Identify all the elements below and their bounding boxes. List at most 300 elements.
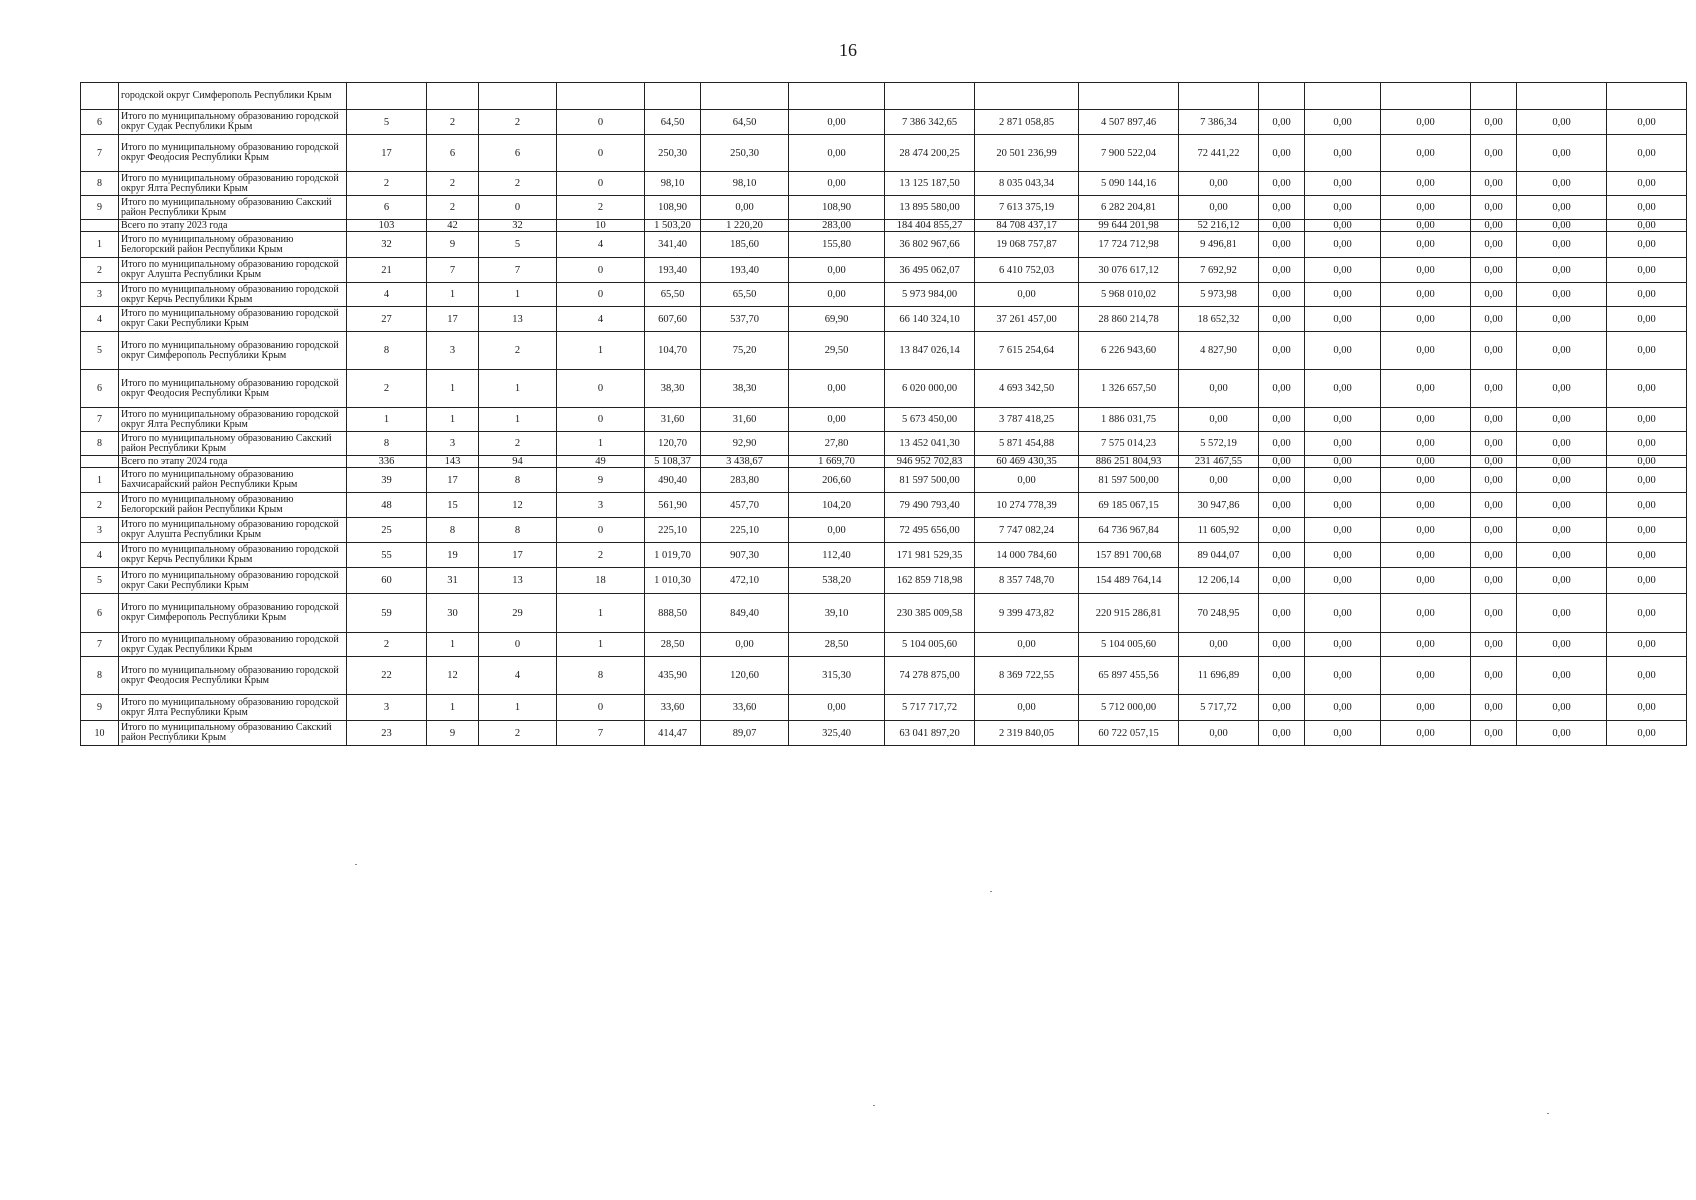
value-cell: 8 [347,332,427,370]
value-cell: 65,50 [701,283,789,307]
value-cell: 42 [427,220,479,232]
value-cell: 0,00 [1471,220,1517,232]
table-row [81,232,1687,258]
value-cell: 0 [479,196,557,220]
value-cell: 849,40 [701,594,789,633]
row-name: Итого по муниципальному образованию Сакский район Республики Крым [119,721,347,746]
value-cell: 0 [557,408,645,432]
value-cell: 4 [347,283,427,307]
row-name: Итого по муниципальному образованию городской округ Феодосия Республики Крым [119,657,347,695]
value-cell: 0,00 [1607,695,1687,721]
value-cell: 5 712 000,00 [1079,695,1179,721]
value-cell: 0,00 [1607,568,1687,594]
value-cell: 2 [427,172,479,196]
value-cell: 48 [347,493,427,518]
row-number: 9 [81,196,119,220]
value-cell: 72 441,22 [1179,135,1259,172]
value-cell: 36 495 062,07 [885,258,975,283]
value-cell: 1 019,70 [645,543,701,568]
value-cell: 0,00 [1259,568,1305,594]
value-cell: 1 886 031,75 [1079,408,1179,432]
value-cell: 0,00 [1381,220,1471,232]
value-cell: 31 [427,568,479,594]
value-cell: 17 [347,135,427,172]
value-cell: 5 973,98 [1179,283,1259,307]
value-cell: 5 572,19 [1179,432,1259,456]
value-cell: 0,00 [701,196,789,220]
value-cell: 13 [479,568,557,594]
value-cell [1471,83,1517,110]
value-cell: 0 [557,258,645,283]
value-cell: 17 [427,307,479,332]
value-cell: 108,90 [645,196,701,220]
value-cell: 0,00 [1305,432,1381,456]
value-cell: 18 652,32 [1179,307,1259,332]
row-name: Итого по муниципальному образованию Сакский район Республики Крым [119,432,347,456]
value-cell: 283,00 [789,220,885,232]
value-cell: 4 507 897,46 [1079,110,1179,135]
value-cell: 0,00 [1305,172,1381,196]
value-cell: 0,00 [1259,594,1305,633]
value-cell: 0,00 [1381,468,1471,493]
value-cell: 6 226 943,60 [1079,332,1179,370]
value-cell: 0,00 [1471,543,1517,568]
value-cell: 3 [427,332,479,370]
value-cell: 0,00 [975,283,1079,307]
value-cell: 0,00 [1517,594,1607,633]
value-cell: 0,00 [1259,307,1305,332]
value-cell: 0,00 [1381,370,1471,408]
value-cell: 250,30 [645,135,701,172]
table-row [81,568,1687,594]
value-cell: 120,70 [645,432,701,456]
row-name: Итого по муниципальному образованию городской округ Симферополь Республики Крым [119,594,347,633]
value-cell: 32 [479,220,557,232]
value-cell: 0,00 [1517,408,1607,432]
value-cell: 0,00 [1517,220,1607,232]
value-cell: 29,50 [789,332,885,370]
value-cell: 0,00 [1305,633,1381,657]
value-cell: 0,00 [1259,220,1305,232]
value-cell: 2 [557,543,645,568]
value-cell: 104,20 [789,493,885,518]
value-cell: 0,00 [1259,232,1305,258]
value-cell: 0,00 [1517,518,1607,543]
value-cell: 0,00 [1381,633,1471,657]
table-row [81,83,1687,110]
value-cell [645,83,701,110]
value-cell: 0,00 [1607,307,1687,332]
value-cell: 39 [347,468,427,493]
value-cell: 0,00 [789,172,885,196]
value-cell: 0,00 [1381,594,1471,633]
value-cell: 0,00 [1471,332,1517,370]
value-cell: 0,00 [1471,468,1517,493]
value-cell: 11 605,92 [1179,518,1259,543]
value-cell: 11 696,89 [1179,657,1259,695]
row-number: 7 [81,633,119,657]
value-cell: 75,20 [701,332,789,370]
value-cell: 0,00 [1259,110,1305,135]
value-cell: 0,00 [701,633,789,657]
value-cell: 1 [557,633,645,657]
value-cell: 1 669,70 [789,456,885,468]
value-cell: 0,00 [1471,135,1517,172]
value-cell: 0,00 [1517,283,1607,307]
value-cell: 18 [557,568,645,594]
value-cell: 4 827,90 [1179,332,1259,370]
value-cell: 1 [557,594,645,633]
value-cell: 888,50 [645,594,701,633]
value-cell: 8 [557,657,645,695]
value-cell: 0,00 [1471,721,1517,746]
value-cell: 0,00 [1305,307,1381,332]
value-cell: 0,00 [1259,332,1305,370]
value-cell: 39,10 [789,594,885,633]
row-number: 1 [81,468,119,493]
row-number: 8 [81,657,119,695]
table-row [81,196,1687,220]
value-cell: 0,00 [1471,172,1517,196]
value-cell: 36 802 967,66 [885,232,975,258]
row-name: Итого по муниципальному образованию городской округ Феодосия Республики Крым [119,135,347,172]
value-cell: 2 [427,110,479,135]
value-cell: 0,00 [1607,657,1687,695]
value-cell: 0,00 [1607,220,1687,232]
value-cell: 17 724 712,98 [1079,232,1179,258]
value-cell: 63 041 897,20 [885,721,975,746]
value-cell: 8 [479,518,557,543]
value-cell: 6 [347,196,427,220]
value-cell: 28,50 [789,633,885,657]
value-cell: 5 717,72 [1179,695,1259,721]
value-cell: 12 [479,493,557,518]
value-cell: 12 [427,657,479,695]
value-cell: 2 [479,172,557,196]
value-cell: 0,00 [1305,232,1381,258]
value-cell: 0,00 [1259,432,1305,456]
value-cell: 0,00 [1305,518,1381,543]
row-name: Итого по муниципальному образованию Белогорский район Республики Крым [119,493,347,518]
value-cell: 112,40 [789,543,885,568]
value-cell: 19 068 757,87 [975,232,1079,258]
value-cell: 0,00 [1607,172,1687,196]
value-cell: 14 000 784,60 [975,543,1079,568]
value-cell: 0,00 [1305,283,1381,307]
row-number: 9 [81,695,119,721]
value-cell: 0,00 [1305,332,1381,370]
value-cell: 21 [347,258,427,283]
value-cell [557,83,645,110]
value-cell: 0,00 [1179,172,1259,196]
value-cell: 72 495 656,00 [885,518,975,543]
value-cell: 0,00 [1607,408,1687,432]
table-row [81,633,1687,657]
value-cell: 28 860 214,78 [1079,307,1179,332]
value-cell: 30 [427,594,479,633]
value-cell: 64,50 [701,110,789,135]
value-cell: 5 108,37 [645,456,701,468]
value-cell: 607,60 [645,307,701,332]
value-cell: 0,00 [1179,468,1259,493]
value-cell: 7 692,92 [1179,258,1259,283]
value-cell: 13 [479,307,557,332]
value-cell: 0,00 [1381,258,1471,283]
value-cell: 27,80 [789,432,885,456]
value-cell: 0,00 [1381,283,1471,307]
value-cell: 0,00 [1381,695,1471,721]
value-cell: 171 981 529,35 [885,543,975,568]
value-cell: 0,00 [1179,721,1259,746]
value-cell: 0,00 [1381,657,1471,695]
value-cell: 108,90 [789,196,885,220]
value-cell: 0,00 [1381,332,1471,370]
value-cell: 17 [427,468,479,493]
row-name: Итого по муниципальному образованию городской округ Алушта Республики Крым [119,518,347,543]
value-cell: 0,00 [789,408,885,432]
value-cell: 0,00 [1305,370,1381,408]
value-cell: 89 044,07 [1179,543,1259,568]
value-cell: 70 248,95 [1179,594,1259,633]
row-number: 1 [81,232,119,258]
row-number: 6 [81,370,119,408]
value-cell: 5 973 984,00 [885,283,975,307]
value-cell [1259,83,1305,110]
value-cell: 7 [427,258,479,283]
value-cell: 0,00 [1305,110,1381,135]
row-name: Итого по муниципальному образованию Сакский район Республики Крым [119,196,347,220]
value-cell: 52 216,12 [1179,220,1259,232]
row-name: Всего по этапу 2023 года [119,220,347,232]
table-row [81,695,1687,721]
value-cell: 5 871 454,88 [975,432,1079,456]
value-cell: 81 597 500,00 [1079,468,1179,493]
value-cell: 283,80 [701,468,789,493]
value-cell: 32 [347,232,427,258]
value-cell: 2 [479,721,557,746]
value-cell: 7 386,34 [1179,110,1259,135]
value-cell: 157 891 700,68 [1079,543,1179,568]
value-cell: 0,00 [1305,468,1381,493]
row-number: 6 [81,110,119,135]
value-cell: 15 [427,493,479,518]
value-cell: 0,00 [1471,594,1517,633]
value-cell: 30 076 617,12 [1079,258,1179,283]
value-cell: 2 319 840,05 [975,721,1079,746]
value-cell: 0,00 [1471,196,1517,220]
value-cell: 74 278 875,00 [885,657,975,695]
value-cell: 8 357 748,70 [975,568,1079,594]
value-cell: 60 722 057,15 [1079,721,1179,746]
value-cell: 907,30 [701,543,789,568]
value-cell: 0,00 [1607,432,1687,456]
value-cell: 0,00 [1517,633,1607,657]
value-cell: 0,00 [1471,568,1517,594]
value-cell: 0,00 [1259,695,1305,721]
value-cell: 84 708 437,17 [975,220,1079,232]
value-cell [789,83,885,110]
value-cell: 250,30 [701,135,789,172]
value-cell: 0,00 [1381,196,1471,220]
value-cell: 4 [557,307,645,332]
value-cell: 7 575 014,23 [1079,432,1179,456]
row-name: Итого по муниципальному образованию городской округ Керчь Республики Крым [119,543,347,568]
row-number [81,456,119,468]
value-cell [1381,83,1471,110]
value-cell: 0,00 [1259,258,1305,283]
value-cell: 13 895 580,00 [885,196,975,220]
value-cell: 2 [347,633,427,657]
row-number: 2 [81,493,119,518]
table-row [81,172,1687,196]
value-cell: 0,00 [1305,493,1381,518]
value-cell: 1 [479,283,557,307]
value-cell: 0,00 [1517,721,1607,746]
value-cell: 6 282 204,81 [1079,196,1179,220]
row-number: 3 [81,518,119,543]
value-cell: 79 490 793,40 [885,493,975,518]
row-number: 5 [81,568,119,594]
value-cell: 98,10 [701,172,789,196]
value-cell: 0,00 [975,695,1079,721]
value-cell: 0,00 [1471,307,1517,332]
value-cell: 0,00 [1305,721,1381,746]
value-cell: 537,70 [701,307,789,332]
value-cell: 0,00 [1305,220,1381,232]
value-cell: 0,00 [1607,721,1687,746]
value-cell: 561,90 [645,493,701,518]
value-cell: 184 404 855,27 [885,220,975,232]
value-cell: 0,00 [1607,370,1687,408]
value-cell: 31,60 [701,408,789,432]
value-cell: 55 [347,543,427,568]
row-name: городской округ Симферополь Республики Крым [119,83,347,110]
value-cell: 0,00 [1305,135,1381,172]
value-cell: 0,00 [1305,594,1381,633]
value-cell: 0,00 [1259,657,1305,695]
value-cell: 30 947,86 [1179,493,1259,518]
table-row [81,518,1687,543]
value-cell: 0 [479,633,557,657]
value-cell [479,83,557,110]
value-cell: 0,00 [1517,135,1607,172]
value-cell: 0,00 [1517,695,1607,721]
value-cell: 7 386 342,65 [885,110,975,135]
table-row [81,283,1687,307]
row-number: 4 [81,307,119,332]
row-name: Всего по этапу 2024 года [119,456,347,468]
value-cell: 1 [479,408,557,432]
value-cell: 472,10 [701,568,789,594]
row-number: 6 [81,594,119,633]
value-cell: 0,00 [1381,518,1471,543]
value-cell: 457,70 [701,493,789,518]
value-cell: 13 452 041,30 [885,432,975,456]
row-name: Итого по муниципальному образованию городской округ Ялта Республики Крым [119,408,347,432]
value-cell: 89,07 [701,721,789,746]
value-cell: 1 [557,332,645,370]
value-cell: 92,90 [701,432,789,456]
value-cell: 0,00 [1607,232,1687,258]
value-cell [701,83,789,110]
value-cell: 38,30 [701,370,789,408]
value-cell: 104,70 [645,332,701,370]
value-cell: 3 787 418,25 [975,408,1079,432]
table-row [81,110,1687,135]
value-cell: 2 871 058,85 [975,110,1079,135]
value-cell: 0,00 [1471,258,1517,283]
value-cell: 0,00 [1471,232,1517,258]
value-cell: 9 [427,721,479,746]
value-cell: 0,00 [1517,543,1607,568]
value-cell: 6 410 752,03 [975,258,1079,283]
value-cell: 5 [347,110,427,135]
value-cell: 0,00 [1607,110,1687,135]
value-cell: 38,30 [645,370,701,408]
value-cell: 81 597 500,00 [885,468,975,493]
value-cell: 0,00 [1517,568,1607,594]
value-cell: 6 020 000,00 [885,370,975,408]
value-cell: 0,00 [789,258,885,283]
value-cell: 414,47 [645,721,701,746]
value-cell: 0,00 [1381,543,1471,568]
value-cell: 64 736 967,84 [1079,518,1179,543]
value-cell: 341,40 [645,232,701,258]
value-cell: 0,00 [1517,232,1607,258]
value-cell: 0,00 [1259,543,1305,568]
value-cell: 0,00 [1381,307,1471,332]
value-cell: 0,00 [1607,258,1687,283]
table-row [81,332,1687,370]
value-cell [885,83,975,110]
value-cell: 0,00 [1381,456,1471,468]
scan-speck [990,891,992,892]
value-cell: 225,10 [645,518,701,543]
value-cell: 538,20 [789,568,885,594]
value-cell: 886 251 804,93 [1079,456,1179,468]
value-cell: 0,00 [1471,456,1517,468]
value-cell: 0,00 [1381,721,1471,746]
value-cell: 8 [427,518,479,543]
value-cell [1607,83,1687,110]
scan-speck [873,1105,875,1106]
value-cell: 20 501 236,99 [975,135,1079,172]
value-cell: 0,00 [789,283,885,307]
value-cell: 0,00 [1305,196,1381,220]
value-cell: 0,00 [1517,172,1607,196]
value-cell: 1 [427,370,479,408]
value-cell: 0,00 [1517,370,1607,408]
value-cell: 225,10 [701,518,789,543]
value-cell: 0,00 [789,695,885,721]
value-cell: 120,60 [701,657,789,695]
value-cell: 10 [557,220,645,232]
value-cell: 0,00 [1305,695,1381,721]
value-cell: 60 [347,568,427,594]
value-cell [1517,83,1607,110]
value-cell: 28,50 [645,633,701,657]
value-cell: 193,40 [701,258,789,283]
value-cell: 5 104 005,60 [885,633,975,657]
value-cell: 3 [427,432,479,456]
value-cell: 5 968 010,02 [1079,283,1179,307]
value-cell [1079,83,1179,110]
value-cell: 0 [557,172,645,196]
value-cell: 0,00 [1517,456,1607,468]
row-name: Итого по муниципальному образованию городской округ Керчь Республики Крым [119,283,347,307]
value-cell: 0,00 [975,468,1079,493]
value-cell [347,83,427,110]
